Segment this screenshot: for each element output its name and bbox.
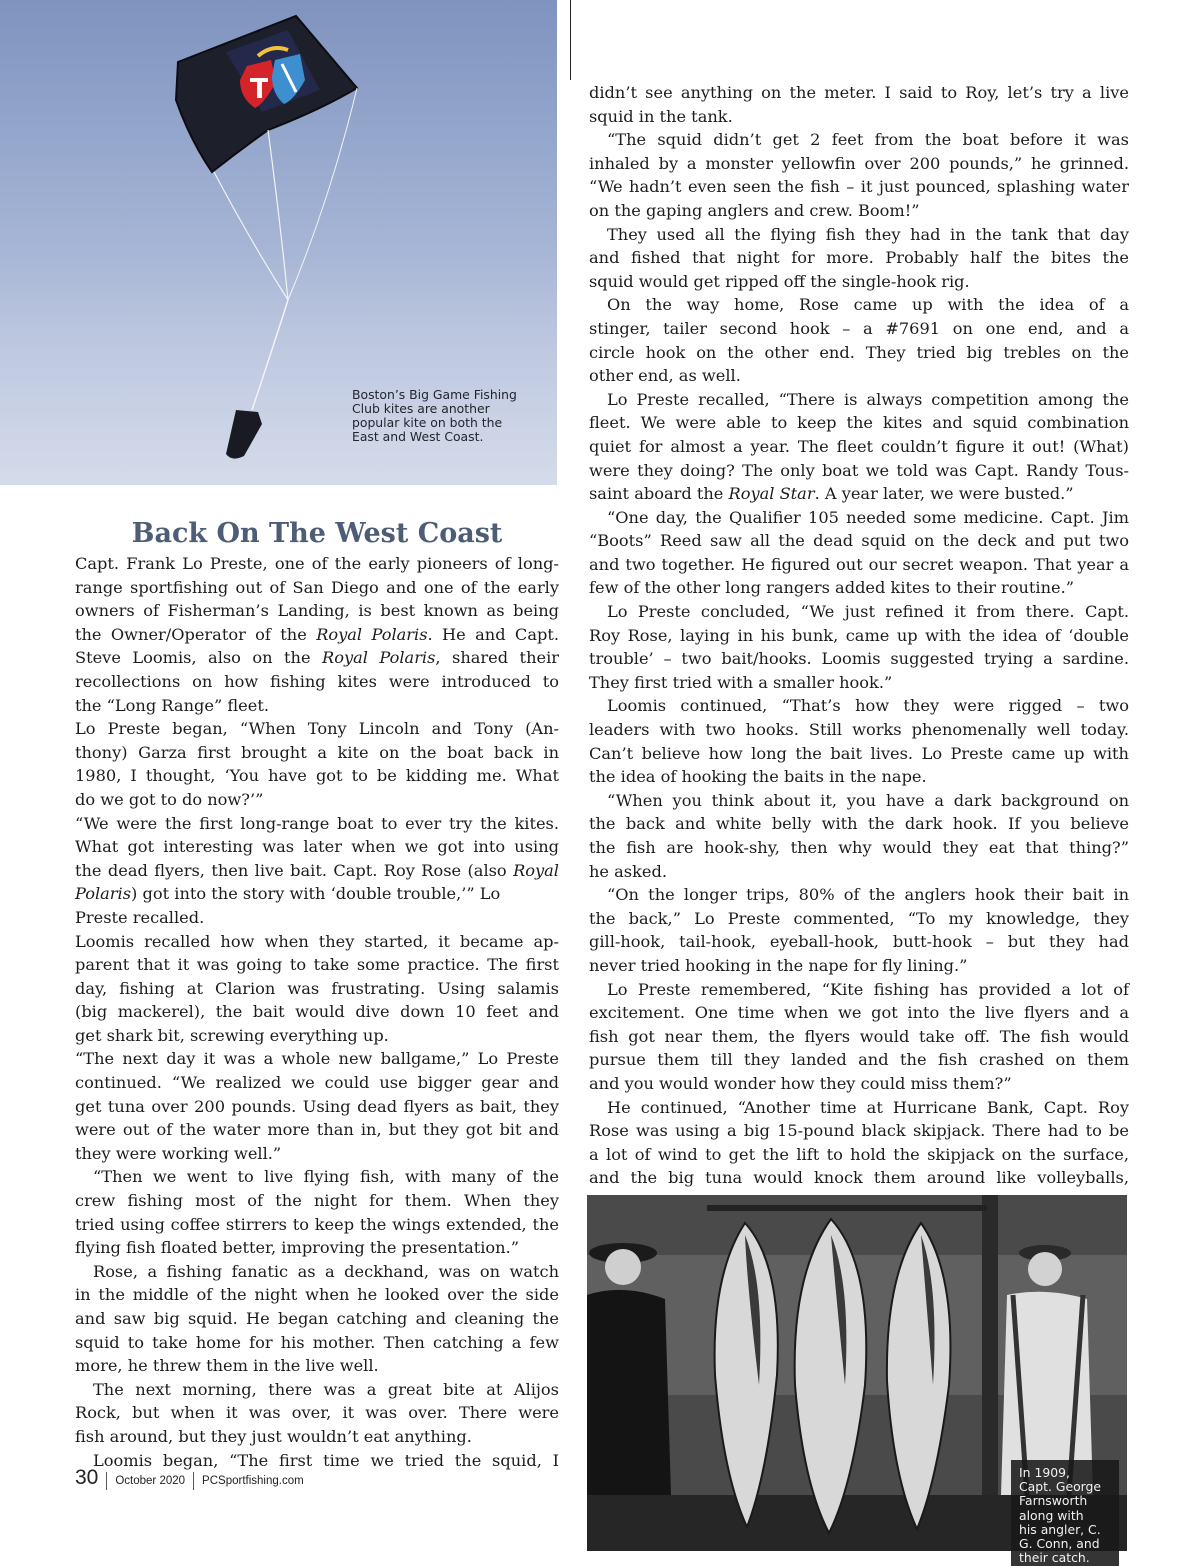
caption-line: G. Conn, and bbox=[1019, 1536, 1100, 1552]
text-line: never tried hooking in the nape for fly lining.” bbox=[589, 955, 968, 975]
text-line: were they doing? The only boat we told was Capt. Randy Tous- bbox=[589, 460, 1129, 480]
text-line: 1980, I thought, ‘You have got to be kidding me. What bbox=[75, 766, 559, 786]
text-line: and the big tuna would knock them around like volleyballs, bbox=[589, 1168, 1129, 1188]
text-segment: . A year later, we were busted.” bbox=[814, 484, 1074, 504]
text-line: What got interesting was later when we got into using bbox=[75, 837, 559, 857]
text-line: didn’t see anything on the meter. I said to Roy, let’s try a live bbox=[589, 83, 1129, 102]
text-line: quiet for almost a year. The fleet couldn’t figure it out! (What) bbox=[589, 436, 1129, 456]
italic-text: Royal Polaris bbox=[322, 648, 436, 668]
text-line: crew fishing most of the night for them. When they bbox=[75, 1191, 559, 1211]
column-divider bbox=[570, 0, 571, 80]
text-line: fleet. We were able to keep the kites and squid combination bbox=[589, 413, 1129, 433]
tuna-photo-caption bbox=[1011, 1460, 1119, 1566]
caption-line: Farnsworth bbox=[1019, 1493, 1088, 1509]
text-line: trouble’ – two bait/hooks. Loomis suggested trying a sardine. bbox=[589, 649, 1129, 669]
text-line: tried using coffee stirrers to keep the wings extended, the bbox=[75, 1214, 559, 1234]
website-link[interactable]: PCSportfishing.com bbox=[202, 1475, 304, 1487]
text-line: The next morning, there was a great bite at Alijos bbox=[93, 1379, 559, 1399]
caption-line: In 1909, bbox=[1019, 1465, 1070, 1480]
text-line: the back,” Lo Preste commented, “To my knowledge, they bbox=[589, 908, 1129, 928]
text-line: “The squid didn’t get 2 feet from the boat before it was bbox=[607, 130, 1129, 150]
text-line: “Then we went to live flying fish, with many of the bbox=[93, 1167, 559, 1187]
text-line: Capt. Frank Lo Preste, one of the early pioneers of long- bbox=[75, 554, 559, 573]
text-line: Rock, but when it was over, it was over. There were bbox=[75, 1403, 559, 1423]
text-line: Roy Rose, laying in his bunk, came up with the idea of ‘double bbox=[589, 625, 1129, 645]
text-line: parent that it was going to take some practice. The first bbox=[75, 955, 559, 975]
footer-separator bbox=[193, 1472, 194, 1490]
text-segment: Steve Loomis, also on the bbox=[75, 648, 323, 668]
caption-line: Capt. George bbox=[1019, 1479, 1102, 1495]
text-line: pursue them till they landed and the fish crashed on them bbox=[589, 1050, 1129, 1070]
text-line bbox=[75, 859, 559, 883]
caption-line: popular kite on both the bbox=[352, 415, 503, 430]
italic-text: Polaris bbox=[75, 884, 132, 904]
text-line: squid would get ripped off the single-hook rig. bbox=[589, 271, 970, 291]
text-line: (big mackerel), the bait would dive down 10 feet and bbox=[75, 1002, 559, 1022]
caption-line: East and West Coast. bbox=[352, 429, 484, 444]
text-line: and two together. He figured out our secret weapon. That year a bbox=[589, 554, 1129, 574]
text-line: On the way home, Rose came up with the idea of a bbox=[607, 295, 1129, 315]
text-line: “On the longer trips, 80% of the anglers hook their bait in bbox=[607, 885, 1129, 905]
text-line: gill-hook, tail-hook, eyeball-hook, butt-hook – but they had bbox=[589, 932, 1129, 952]
text-line: fish got near them, the flyers would take off. The fish would bbox=[589, 1026, 1129, 1046]
text-line: excitement. One time when we got into the live flyers and a bbox=[589, 1003, 1129, 1023]
text-line: “The next day it was a whole new ballgame,” Lo Preste bbox=[75, 1049, 559, 1069]
text-line bbox=[75, 646, 559, 670]
text-line bbox=[75, 882, 559, 906]
text-line: “When you think about it, you have a dark background on bbox=[607, 790, 1129, 810]
text-line: Loomis began, “The first time we tried the squid, I bbox=[93, 1450, 559, 1470]
text-line: “We hadn’t even seen the fish – it just pounced, splashing water bbox=[589, 177, 1129, 197]
text-line: the fish are hook-shy, then why would they eat that thing?” bbox=[589, 838, 1129, 857]
text-line: Lo Preste began, “When Tony Lincoln and Tony (An- bbox=[75, 719, 559, 739]
text-line: “Boots” Reed saw all the dead squid on the deck and put two bbox=[589, 531, 1129, 551]
page-number: 30 bbox=[75, 1466, 99, 1489]
text-line: few of the other long rangers added kites to their routine.” bbox=[589, 578, 1075, 598]
text-line: Lo Preste concluded, “We just refined it from there. Capt. bbox=[607, 602, 1129, 622]
text-line: Rose was using a big 15-pound black skipjack. There had to be bbox=[589, 1121, 1129, 1141]
text-line: “We were the first long-range boat to ever try the kites. bbox=[75, 813, 559, 833]
text-line: inhaled by a monster yellowfin over 200 pounds,” he grinned. bbox=[589, 153, 1129, 173]
text-line: in the middle of the night when he looked over the side bbox=[75, 1285, 559, 1305]
text-line: He continued, “Another time at Hurricane Bank, Capt. Roy bbox=[607, 1097, 1129, 1117]
caption-line: Boston’s Big Game Fishing bbox=[352, 387, 517, 402]
text-line: get shark bit, screwing everything up. bbox=[75, 1025, 389, 1045]
text-line: Lo Preste remembered, “Kite fishing has provided a lot of bbox=[607, 979, 1129, 999]
text-line: get tuna over 200 pounds. Using dead flyers as bait, they bbox=[75, 1096, 559, 1116]
text-line: owners of Fisherman’s Landing, is best known as being bbox=[75, 601, 559, 621]
text-line: fish around, but they just wouldn’t eat anything. bbox=[75, 1426, 472, 1446]
text-line: Rose, a fishing fanatic as a deckhand, was on watch bbox=[93, 1261, 559, 1281]
text-line: the idea of hooking the baits in the nape. bbox=[589, 767, 927, 787]
text-line bbox=[589, 482, 1129, 506]
caption-line: his angler, C. bbox=[1019, 1521, 1101, 1537]
text-line: they were working well.” bbox=[75, 1143, 282, 1163]
text-segment: the dead flyers, then live bait. Capt. Roy Rose (also bbox=[75, 860, 514, 880]
text-line: were out of the water more than in, but they got bit and bbox=[75, 1120, 559, 1140]
caption-line: along with bbox=[1019, 1507, 1084, 1523]
text-line: Loomis continued, “That’s how they were rigged – two bbox=[607, 696, 1129, 716]
italic-text: Royal Star bbox=[728, 484, 815, 504]
text-line: They used all the flying fish they had in the tank that day bbox=[607, 224, 1129, 244]
text-line: Can’t believe how long the bait lives. Lo Preste came up with bbox=[589, 743, 1129, 763]
text-line: squid to take home for his mother. Then catching a few bbox=[75, 1332, 559, 1352]
text-line: and you would wonder how they could miss them?” bbox=[589, 1073, 1012, 1093]
text-line: circle hook on the other end. They tried big trebles on the bbox=[589, 342, 1129, 362]
text-line: more, he threw them in the live well. bbox=[75, 1356, 379, 1376]
text-line: continued. “We realized we could use bigger gear and bbox=[75, 1073, 559, 1093]
text-line: stinger, tailer second hook – a #7691 on one end, and a bbox=[589, 318, 1129, 338]
text-segment: saint aboard the bbox=[589, 484, 729, 504]
text-line: They first tried with a smaller hook.” bbox=[589, 672, 893, 692]
text-line: day, fishing at Clarion was frustrating. Using salamis bbox=[75, 978, 559, 998]
kite-photo bbox=[0, 0, 557, 485]
left-article-column bbox=[75, 552, 559, 1472]
text-line: and fished that night for more. Probably half the bites the bbox=[589, 248, 1129, 268]
text-line: range sportfishing out of San Diego and one of the early bbox=[75, 577, 559, 597]
text-line: squid in the tank. bbox=[589, 106, 733, 126]
text-line: recollections on how fishing kites were introduced to bbox=[75, 671, 559, 691]
kite-photo-caption bbox=[352, 388, 527, 444]
section-heading: Back On The West Coast bbox=[131, 518, 503, 549]
text-line: Preste recalled. bbox=[75, 907, 205, 927]
text-line: do we got to do now?’” bbox=[75, 789, 264, 809]
text-segment: . He and Capt. bbox=[427, 624, 559, 644]
text-segment: , shared their bbox=[435, 648, 559, 668]
text-line: he asked. bbox=[589, 861, 668, 881]
italic-text: Royal bbox=[513, 860, 559, 880]
text-line: leaders with two hooks. Still works phenomenally well today. bbox=[589, 720, 1129, 740]
text-line: Lo Preste recalled, “There is always competition among the bbox=[607, 389, 1129, 409]
text-line: Loomis recalled how when they started, it became ap- bbox=[75, 931, 559, 951]
italic-text: Royal Polaris bbox=[316, 624, 428, 644]
text-segment: ) got into the story with ‘double trouble,’” Lo bbox=[131, 884, 501, 904]
text-line: on the gaping anglers and crew. Boom!” bbox=[589, 200, 920, 220]
caption-line: Club kites are another bbox=[352, 401, 490, 416]
issue-date: October 2020 bbox=[115, 1475, 186, 1487]
caption-line: their catch. bbox=[1019, 1550, 1090, 1566]
text-line bbox=[75, 623, 559, 647]
text-line: a lot of wind to get the lift to hold the skipjack on the surface, bbox=[589, 1144, 1129, 1164]
text-line: and saw big squid. He began catching and cleaning the bbox=[75, 1309, 559, 1328]
right-article-column bbox=[589, 81, 1129, 1190]
text-line: thony) Garza first brought a kite on the boat back in bbox=[75, 742, 559, 762]
footer-separator bbox=[106, 1472, 107, 1490]
text-line: the “Long Range” fleet. bbox=[75, 695, 269, 715]
text-segment: the Owner/Operator of the bbox=[75, 624, 317, 644]
page-footer bbox=[75, 1466, 304, 1496]
text-line: flying fish floated better, improving the presentation.” bbox=[75, 1238, 520, 1258]
text-line: “One day, the Qualifier 105 needed some medicine. Capt. Jim bbox=[607, 507, 1129, 527]
text-line: the back and white belly with the dark hook. If you believe bbox=[589, 814, 1129, 834]
text-line: other end, as well. bbox=[589, 366, 741, 386]
